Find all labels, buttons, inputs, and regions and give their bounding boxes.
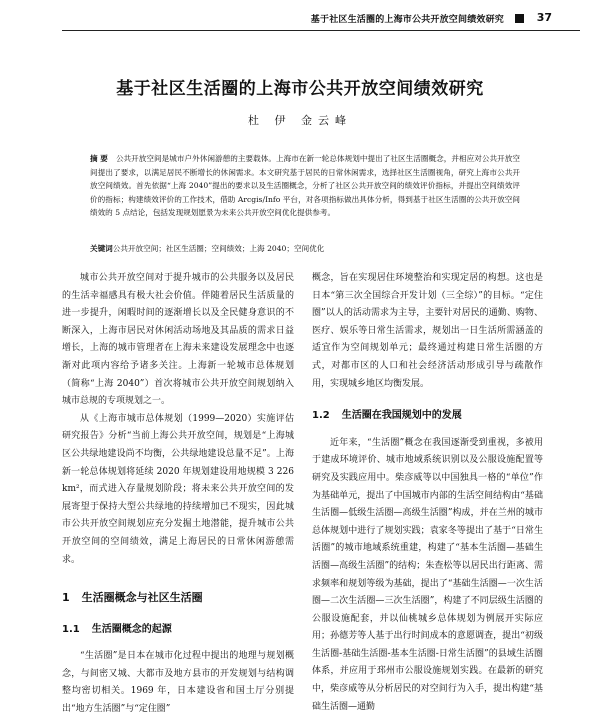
abstract-text: 公共开放空间是城市户外休闲游憩的主要载体。上海市在新一轮总体规划中提出了社区生活圈概念，并相应对公共开放空间提出了要求，以满足居民不断增长的休闲需求。本文研究基于居民的日常休闲需求，选择社区生活圈视角，研究上海市公共开放空间绩效。首先依据“上海 2040”提出的要求以及生活圈概念，分析了社区公共开放空间的绩效评价指标，并提出空间绩效评价的指标；构建绩效评价的工作技术，借助 Arcgis/Info 平台，对各项指标做出具体分析，得到基于社区生活圈的公共开放空间绩效的 5 点结论，包括发现规划愿景为未来公共开放空间优化提供参考。	[90, 154, 520, 217]
left-column	[62, 270, 294, 719]
section-number: 1.2	[312, 410, 330, 422]
abstract-label: 摘 要	[90, 154, 108, 163]
section-title: 生活圈概念与社区生活圈	[81, 591, 203, 605]
paragraph: 城市公共开放空间对于提升城市的公共服务以及居民的生活幸福感具有极大社会价值。伴随着居民生活质量的进一步提升，闲暇时间的逐渐增长以及全民健身意识的不断深入，上海市居民对休闲活动场地及其品质的需求日益增长，上海的城市管理者在上海未来建设发展理念中也逐渐对此项内容给予诸多关注。上海新一轮城市总体规划（简称“上海 2040”）首次将城市公共开放空间规划纳入城市总规的专项规划之一。	[62, 273, 294, 407]
paragraph: 概念，旨在实现居住环境整治和实现定居的构想。这也是日本“第三次全国综合开发计划（三全综）”的目标。“定住圈”以人的活动需求为主导，主要针对居民的通勤、购物、医疗、娱乐等日常生活需求，规划出一日生活所需涵盖的适宜作为空间规划单元；最终通过构建日常生活圈的方式，对都市区的人口和社会经济活动形成引导与疏散作用，实现城乡地区均衡发展。	[312, 273, 543, 389]
paragraph: 从《上海市城市总体规划（1999—2020）实施评估研究报告》分析“当前上海公共开放空间，规划是“上海城区公共绿地建设尚不均衡，公共绿地建设总量不足”。上海新一轮总体规划将延续 2020 年规划建设用地规模 3 226 km²，而式进入存量规划阶段；将未来公共开放空间的发展寄望于保持大型公共绿地的持续增加已不现实，因此城市公共开放空间规划应充分发掘土地潜能，提升城市公共开放空间的空间绩效，满足上海居民的日常休闲游憩需求。	[62, 413, 294, 565]
paper-title: 基于社区生活圈的上海市公共开放空间绩效研究	[116, 79, 484, 99]
section-number: 1	[62, 591, 70, 605]
section-heading-1-2	[312, 407, 543, 425]
section-title: 生活圈在我国规划中的发展	[341, 410, 462, 422]
section-number: 1.1	[62, 623, 80, 635]
section-title: 生活圈概念的起源	[91, 623, 172, 635]
keywords-text: 公共开放空间；社区生活圈；空间绩效；上海 2040；空间优化	[112, 244, 325, 253]
running-header	[0, 8, 600, 38]
page-number: 37	[536, 11, 552, 24]
keywords-label: 关键词	[90, 244, 113, 253]
running-header-title: 基于社区生活圈的上海市公共开放空间绩效研究	[310, 15, 504, 25]
section-heading-1	[62, 589, 294, 607]
authors: 杜 伊 金云峰	[248, 114, 352, 127]
header-rule	[62, 30, 580, 31]
paragraph: 近年来，“生活圈”概念在我国逐渐受到重视，多被用于建成环境评价、城市地域系统识别以及公服设施配置等研究及实践应用中。柴彦威等以中国独具一格的“单位”作为基础单元，提出了中国城市内部的生活空间结构由“基础生活圈—低级生活圈—高级生活圈”构成，并在兰州的城市总体规划中进行了规划实践；袁家冬等提出了基于“日常生活圈”的城市地域系统重建，构建了“基本生活圈—基础生活圈—高级生活圈”的结构；朱查松等以居民出行距离、需求频率和规划等级为基础，提出了“基础生活圈—一次生活圈—二次生活圈—三次生活圈”，构建了不同层级生活圈的公服设施配套，并以仙桃城乡总体规划为例展开实际应用；孙德芳等人基于出行时间成本的意愿调查，提出“初级生活圈-基础生活圈-基本生活圈-日常生活圈”的县域生活圈体系，并应用于邳州市公服设施规划实践。在最新的研究中，柴彦威等从分析居民的对空间行为入手，提出构建“基础生活圈—通勤	[312, 437, 543, 712]
right-column	[312, 270, 543, 716]
section-heading-1-1	[62, 621, 294, 639]
keywords	[90, 242, 520, 255]
black-square-icon	[515, 14, 524, 23]
paragraph: “生活圈”是日本在城市化过程中提出的地理与规划概念，与间密又城、大都市及地方县市的开发规划与结构调整均密切相关。1969 年，日本建设省和国土厅分别提出“地方生活圈”与“定住圈”	[62, 651, 294, 715]
abstract	[90, 152, 520, 220]
